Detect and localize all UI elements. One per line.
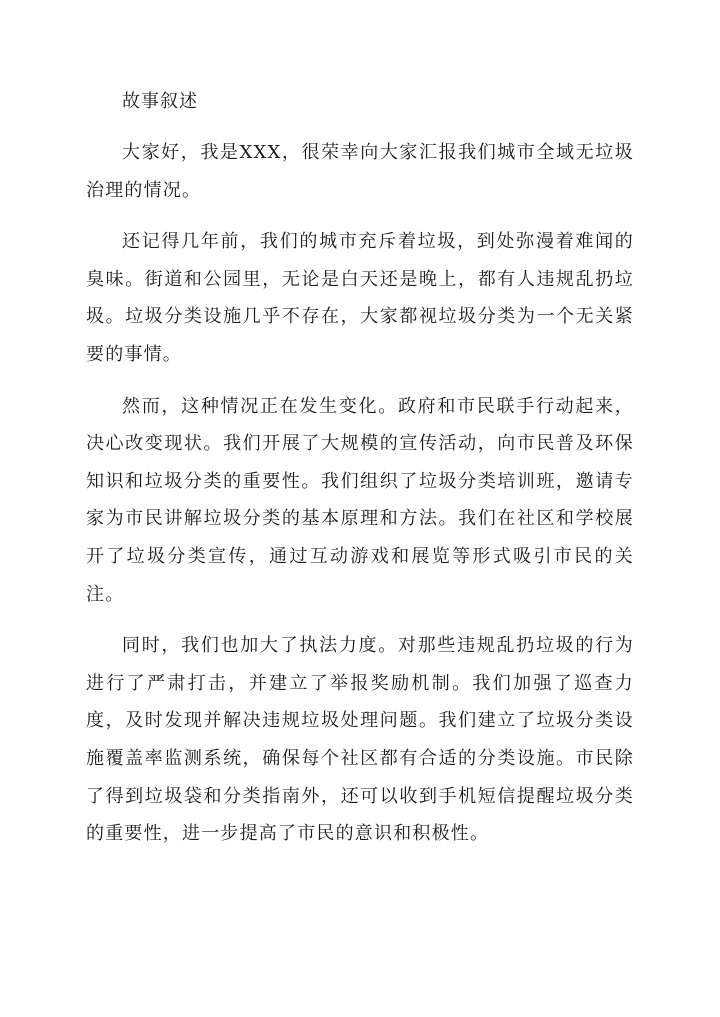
paragraph-intro: 大家好，我是XXX，很荣幸向大家汇报我们城市全域无垃圾治理的情况。 [86,142,634,201]
paragraph-change: 然而，这种情况正在发生变化。政府和市民联手行动起来，决心改变现状。我们开展了大规模的宣传活动，向市民普及环保知识和垃圾分类的重要性。我们组织了垃圾分类培训班，邀请专家为市民讲解垃圾分类的基本原理和方法。我们在社区和学校展开了垃圾分类宣传，通过互动游戏和展览等形式吸引市民的关注。 [86,395,634,605]
document-page [86,84,634,867]
paragraph-past: 还记得几年前，我们的城市充斥着垃圾，到处弥漫着难闻的臭味。街道和公园里，无论是白天还是晚上，都有人违规乱扔垃圾。垃圾分类设施几乎不存在，大家都视垃圾分类为一个无关紧要的事情。 [86,231,634,365]
document-title: 故事叙述 [122,91,198,112]
paragraph-enforcement: 同时，我们也加大了执法力度。对那些违规乱扔垃圾的行为进行了严肃打击，并建立了举报奖励机制。我们加强了巡查力度，及时发现并解决违规垃圾处理问题。我们建立了垃圾分类设施覆盖率监测系统，确保每个社区都有合适的分类设施。市民除了得到垃圾袋和分类指南外，还可以收到手机短信提醒垃圾分类的重要性，进一步提高了市民的意识和积极性。 [86,635,634,845]
